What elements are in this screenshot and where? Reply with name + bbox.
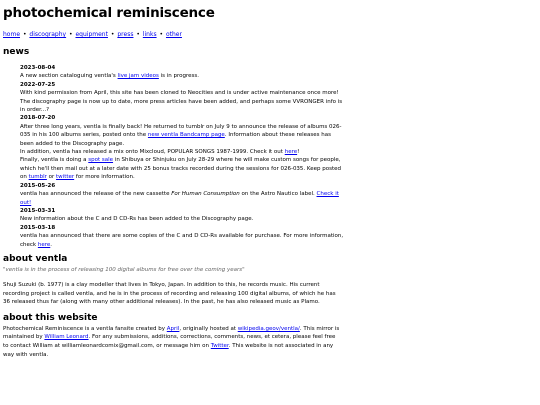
live-jam-videos-link[interactable]: live jam videos <box>117 73 159 80</box>
news-text <box>20 123 345 148</box>
nav-link-home[interactable]: home <box>3 31 21 38</box>
spot-sale-link[interactable]: spot sale <box>88 157 114 164</box>
news-text: New information about the C and D CD-Rs has been added to the Discography page. <box>20 216 254 223</box>
news-date: 2022-07-25 <box>20 81 56 88</box>
news-text-part: in Shibuya or Shinjuku on July 28-29 where he will make custom songs for people, which he'll then mail out at a later date with 25 bonus tracks recorded during the sessions for 026-035. Keep posted on <box>20 157 342 181</box>
nav-separator: • <box>110 31 115 38</box>
about-site-heading: about this website <box>3 312 98 323</box>
nav-link-other[interactable]: other <box>165 31 182 38</box>
news-text <box>20 148 345 156</box>
news-text-part: ventla has announced that there are some copies of the C and D CD-Rs available for purchase. For more information, check <box>20 233 344 248</box>
news-date: 2023-08-04 <box>20 65 56 71</box>
news-text-part: In addition, ventla has released a mix onto Mixcloud, POPULAR SONGS 1987-1999. Check it out <box>20 149 285 156</box>
april-link[interactable]: April <box>166 325 180 332</box>
news-text: With kind permission from April, this site has been cloned to Neocities and is under active maintenance once more! The discography page is now up to date, more press articles have been added, and perhaps some VVRONGER info is in order...? <box>20 90 343 114</box>
nav-link-discography[interactable]: discography <box>29 31 67 38</box>
nav-link-links[interactable]: links <box>142 31 157 38</box>
news-entry <box>20 114 345 181</box>
nav-separator: • <box>136 31 140 38</box>
nav-separator: • <box>22 31 27 38</box>
news-date: 2015-03-18 <box>20 224 56 231</box>
check-it-out-link[interactable]: Check it out! <box>20 191 339 206</box>
news-text <box>20 156 345 181</box>
about-ventla-heading: about ventla <box>3 253 68 264</box>
nav-separator: • <box>69 31 73 38</box>
mixcloud-here-link[interactable]: here <box>284 149 298 156</box>
nav-link-press[interactable]: press <box>117 31 134 38</box>
nav-link-equipment[interactable]: equipment <box>75 31 108 38</box>
top-nav <box>3 30 537 39</box>
about-site-section <box>3 311 537 359</box>
news-text-part: or <box>46 174 57 181</box>
news-text-part: A new section cataloguing ventla's <box>20 73 118 80</box>
news-text-part: is in progress. <box>158 73 200 80</box>
tumblr-link[interactable]: tumblr <box>28 174 47 181</box>
about-site-body <box>3 325 341 359</box>
news-text-part: ventla has announced the release of the new cassette <box>20 191 172 198</box>
news-date: 2015-05-26 <box>20 182 56 189</box>
twitter-link[interactable]: twitter <box>56 174 75 181</box>
news-text-part: After three long years, ventla is finally back! He returned to tumblr on July 9 to announce the release of albums 026-035 in his 100 albums series, posted onto the <box>20 123 342 139</box>
bandcamp-link[interactable]: new ventla Bandcamp page <box>147 132 225 139</box>
purchase-here-link[interactable]: here <box>37 241 51 248</box>
twitter-contact-link[interactable]: Twitter <box>210 342 229 349</box>
news-text-part: Finally, ventla is doing a <box>20 157 89 164</box>
about-body: Shuji Suzuki (b. 1977) is a clay modeller that lives in Tokyo, Japan. In addition to this, he records music. His current recording project is called ventla, and he is in the process of recording and releasing 100 digital albums, of which he has 36 released thus far (along with many other additional releases). In the past, he has also released music as Plamo. <box>3 281 336 306</box>
news-date: 2018-07-20 <box>20 115 56 122</box>
about-site-text-part: . This mirror is maintained by <box>3 325 340 341</box>
about-ventla-section <box>3 252 537 307</box>
news-date: 2015-03-31 <box>20 207 56 214</box>
news-text-part: for more information. <box>74 174 135 181</box>
news-text-part: . Information about these releases has been added to the Discography page. <box>20 132 331 147</box>
nav-separator: • <box>159 31 164 38</box>
news-entry <box>20 64 345 81</box>
news-entry <box>20 224 345 249</box>
site-title: photochemical reminiscence <box>3 5 215 21</box>
about-site-text-part: Photochemical Reminiscence is a ventla fansite created by <box>3 325 167 332</box>
news-entry <box>20 81 345 115</box>
news-entry <box>20 182 345 207</box>
about-site-text-part: , originally hosted at <box>179 325 238 332</box>
news-text-part: . <box>50 241 53 248</box>
news-text <box>20 190 345 207</box>
about-tagline: "ventla is in the process of releasing 100 digital albums for free over the coming years" <box>3 266 245 273</box>
news-text <box>20 72 345 80</box>
about-site-text-part: . This website is not associated in any way with ventla. <box>3 342 334 358</box>
news-text-part: ! <box>297 149 300 156</box>
news-text <box>20 232 345 249</box>
news-heading: news <box>3 47 30 57</box>
news-text-part: on the Astro Nautico label. <box>239 191 317 198</box>
cassette-title: For Human Consumption <box>171 191 240 198</box>
news-entry <box>20 207 345 224</box>
about-site-text-part: . For any submissions, additions, corrections, comments, news, et cetera, please feel free to contact William at williamleonardcomix@gmail.com, or message him on <box>3 334 336 349</box>
news-list <box>20 64 345 249</box>
original-host-link[interactable]: wikipedia.geov/ventla/ <box>237 325 300 332</box>
william-leonard-link[interactable]: William Leonard <box>44 334 89 341</box>
